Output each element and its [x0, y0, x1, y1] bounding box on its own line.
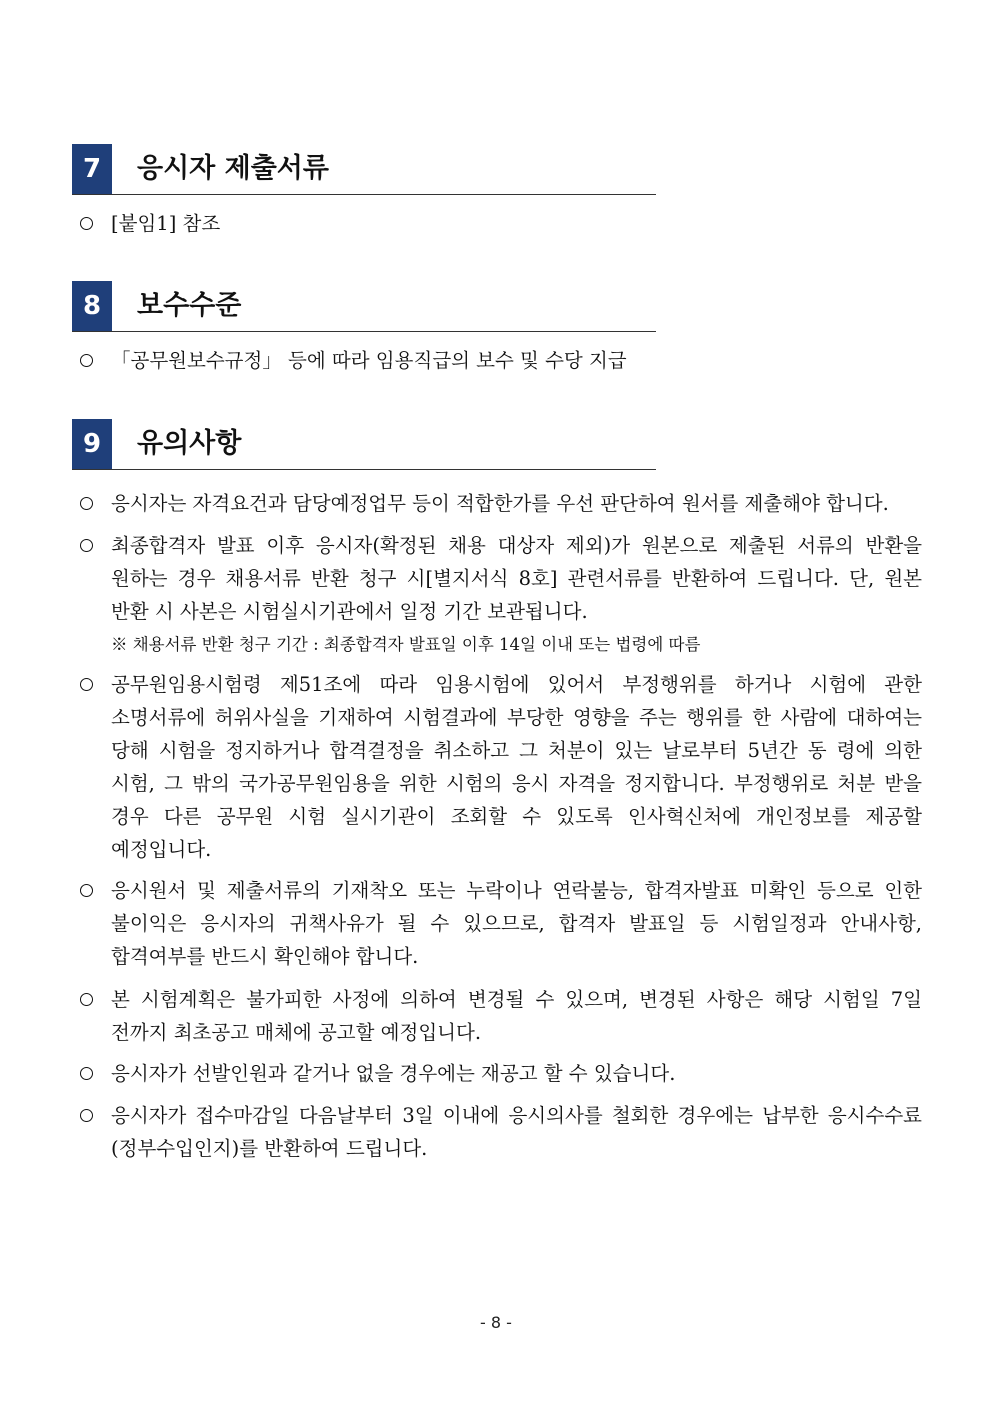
section-9-header: [72, 419, 656, 470]
list-item: 응시자는 자격요건과 담당예정업무 등이 적합한가를 우선 판단하여 원서를 제출해야 합니다.: [80, 487, 922, 520]
circle-bullet-icon: [80, 497, 93, 510]
list-item: 「공무원보수규정」 등에 따라 임용직급의 보수 및 수당 지급: [80, 344, 922, 377]
circle-bullet-icon: [80, 993, 93, 1006]
section-title: 응시자 제출서류: [137, 153, 329, 184]
section-title: 유의사항: [137, 428, 242, 459]
circle-bullet-icon: [80, 678, 93, 691]
list-item: 최종합격자 발표 이후 응시자(확정된 채용 대상자 제외)가 원본으로 제출된 서류의 반환을 원하는 경우 채용서류 반환 청구 시[별지서식 8호] 관련서류를 반환하여 드립니다. 단, 원본 반환 시 사본은 시험실시기관에서 일정 기간 보관됩니다. ※ 채용서류 반환 청구 기간 : 최종합격자 발표일 이후 14일 이내 또는 법령에 따름: [80, 529, 922, 661]
section-7-header: [72, 144, 656, 195]
circle-bullet-icon: [80, 539, 93, 552]
section-number: 7: [72, 144, 112, 194]
list-item: 공무원임용시험령 제51조에 따라 임용시험에 있어서 부정행위를 하거나 시험에 관한 소명서류에 허위사실을 기재하여 시험결과에 부당한 영향을 주는 행위를 한 사람에 대하여는 당해 시험을 정지하거나 합격결정을 취소하고 그 처분이 있는 날로부터 5년간 동 령에 의한 시험, 그 밖의 국가공무원임용을 위한 시험의 응시 자격을 정지합니다. 부정행위로 처분 받을 경우 다른 공무원 시험 실시기관이 조회할 수 있도록 인사혁신처에 개인정보를 제공할 예정입니다.: [80, 668, 922, 866]
note-text: ※ 채용서류 반환 청구 기간 : 최종합격자 발표일 이후 14일 이내 또는 법령에 따름: [111, 635, 701, 654]
list-item: 응시원서 및 제출서류의 기재착오 또는 누락이나 연락불능, 합격자발표 미확인 등으로 인한 불이익은 응시자의 귀책사유가 될 수 있으므로, 합격자 발표일 등 시험일정과 안내사항, 합격여부를 반드시 확인해야 합니다.: [80, 874, 922, 973]
circle-bullet-icon: [80, 1109, 93, 1122]
circle-bullet-icon: [80, 1067, 93, 1080]
circle-bullet-icon: [80, 354, 93, 367]
list-item: 응시자가 선발인원과 같거나 없을 경우에는 재공고 할 수 있습니다.: [80, 1057, 922, 1090]
section-number: 8: [72, 281, 112, 331]
section-number: 9: [72, 419, 112, 469]
page-number: - 8 -: [480, 1313, 512, 1332]
circle-bullet-icon: [80, 884, 93, 897]
circle-bullet-icon: [80, 217, 93, 230]
list-item: [붙임1] 참조: [80, 207, 922, 240]
section-8-header: [72, 281, 656, 332]
list-item: 본 시험계획은 불가피한 사정에 의하여 변경될 수 있으며, 변경된 사항은 해당 시험일 7일 전까지 최초공고 매체에 공고할 예정입니다.: [80, 983, 922, 1049]
list-item: 응시자가 접수마감일 다음날부터 3일 이내에 응시의사를 철회한 경우에는 납부한 응시수수료(정부수입인지)를 반환하여 드립니다.: [80, 1099, 922, 1165]
section-title: 보수수준: [137, 290, 242, 321]
